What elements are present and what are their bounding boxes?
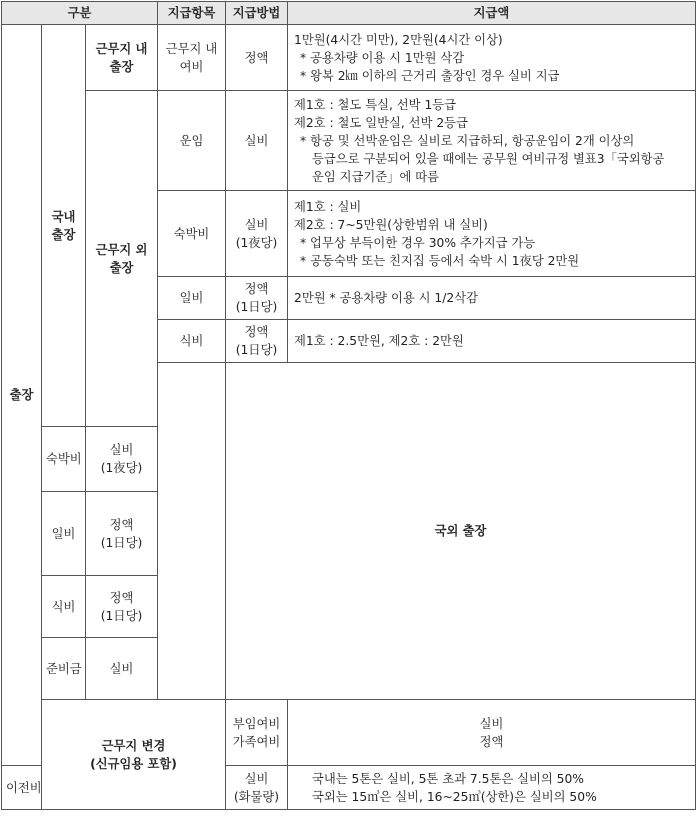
- label-line: 정액: [244, 282, 269, 296]
- label-line: 정액: [244, 50, 269, 65]
- label-line: 일비: [179, 291, 204, 305]
- category-domestic: [42, 25, 86, 427]
- label-line: 근무지 외: [95, 242, 148, 257]
- label-line: 실비: [479, 716, 504, 731]
- label-line: 실비: [244, 217, 269, 232]
- label-line: (1日당): [235, 300, 278, 314]
- label-line: 근무지 내: [95, 41, 148, 56]
- header-category: 구분: [2, 2, 158, 25]
- label-line: (화물량): [233, 789, 280, 804]
- label-line: 숙박비: [46, 452, 82, 466]
- amount-cell: [288, 191, 696, 277]
- label-line: 가족여비: [232, 734, 281, 749]
- label-line: 일비: [51, 526, 76, 541]
- item-cell: [158, 191, 226, 277]
- label-line: 준비금: [46, 661, 82, 676]
- label-line: 정액: [109, 590, 134, 605]
- amount-line: 제2호 : 철도 일반실, 선박 2등급: [294, 115, 468, 130]
- amount-line: * 항공 및 선박운임은 실비로 지급하되, 항공운임이 2개 이상의: [300, 133, 635, 148]
- label-line: 실비: [109, 661, 134, 676]
- category-workplace-change: [42, 700, 226, 810]
- header-method: 지급방법: [226, 2, 288, 25]
- category-left-blank: [158, 363, 226, 700]
- label-line: (1日당): [100, 608, 143, 623]
- label-line: 정액: [109, 517, 134, 532]
- label-line: 출장: [109, 59, 134, 74]
- amount-line: 제1호 : 철도 특실, 선박 1등급: [294, 97, 457, 112]
- amount-line: 등급으로 구분되어 있을 때에는 공무원 여비규정 별표3「국외항공: [312, 151, 665, 166]
- label-line: 실비: [244, 771, 269, 786]
- table-row: [2, 25, 696, 91]
- header-item: 지급항목: [158, 2, 226, 25]
- label-line: (1夜당): [235, 235, 278, 250]
- amount-cell: [288, 277, 696, 320]
- amount-line: 운임 지급기준」에 따름: [312, 169, 440, 184]
- amount-line: * 업무상 부득이한 경우 30% 추가지급 가능: [300, 235, 536, 250]
- label-line: (1夜당): [100, 461, 143, 475]
- amount-line: 제2호 : 7~5만원(상한범위 내 실비): [294, 217, 488, 232]
- label-line: 부임여비: [232, 716, 281, 731]
- item-cell: [42, 576, 86, 638]
- method-cell: [86, 427, 158, 492]
- item-cell: [42, 638, 86, 700]
- method-cell: [86, 638, 158, 700]
- header-amount: 지급액: [288, 2, 696, 25]
- label-line: (1日당): [235, 343, 278, 357]
- travel-expense-table: [1, 1, 696, 810]
- item-cell: [158, 91, 226, 191]
- method-cell: [226, 277, 288, 320]
- label-line: 실비: [244, 133, 269, 148]
- amount-line: * 공동숙박 또는 친지집 등에서 숙박 시 1夜당 2만원: [300, 253, 580, 268]
- amount-cell: [288, 91, 696, 191]
- item-cell: [2, 766, 42, 810]
- amount-cell: [288, 25, 696, 91]
- label-line: (1日당): [100, 535, 143, 550]
- label-line: 근무지 내: [165, 41, 218, 56]
- category-inner-workplace: [86, 25, 158, 91]
- amount-line: 제1호 : 2.5만원, 제2호 : 2만원: [294, 334, 464, 348]
- label-line: 국내: [51, 209, 76, 224]
- label-line: (신규임용 포함): [90, 756, 177, 771]
- amount-line: 1만원(4시간 미만), 2만원(4시간 이상): [294, 32, 503, 47]
- item-cell: [42, 427, 86, 492]
- category-overseas: 국외 출장: [226, 363, 696, 700]
- label-line: 숙박비: [173, 226, 210, 241]
- item-cell: [158, 320, 226, 363]
- method-cell: [226, 320, 288, 363]
- label-line: 식비: [179, 334, 204, 348]
- item-cell: [158, 25, 226, 91]
- method-cell: [86, 576, 158, 638]
- label-line: 정액: [479, 734, 504, 749]
- amount-line: 제1호 : 실비: [294, 199, 362, 214]
- label-line: 식비: [51, 599, 76, 614]
- amount-line: 국외는 15㎥은 실비, 16~25㎥(상한)은 실비의 50%: [312, 789, 597, 804]
- label-line: 정액: [244, 325, 269, 339]
- amount-cell: [288, 766, 696, 810]
- item-cell: [42, 492, 86, 576]
- item-cell: [158, 277, 226, 320]
- label-line: 출장: [51, 227, 76, 242]
- method-cell: [226, 766, 288, 810]
- category-outer-workplace: [86, 91, 158, 427]
- method-cell: [226, 25, 288, 91]
- amount-line: 2만원 * 공용차량 이용 시 1/2삭감: [294, 291, 478, 305]
- amount-line: 국내는 5톤은 실비, 5톤 초과 7.5톤은 실비의 50%: [312, 771, 584, 786]
- method-cell: [288, 700, 696, 766]
- method-cell: [226, 91, 288, 191]
- label-line: 여비: [179, 59, 204, 74]
- amount-cell: [288, 320, 696, 363]
- item-cell: [226, 700, 288, 766]
- table-row: [2, 91, 696, 191]
- amount-line: * 공용차량 이용 시 1만원 삭감: [300, 50, 465, 65]
- category-travel: 출장: [2, 25, 42, 766]
- method-cell: [226, 191, 288, 277]
- label-line: 운임: [179, 133, 204, 148]
- header-row: [2, 2, 696, 25]
- label-line: 출장: [109, 260, 134, 275]
- label-line: 이전비: [6, 780, 42, 795]
- label-line: 근무지 변경: [101, 738, 166, 753]
- table-row: [2, 700, 696, 766]
- label-line: 실비: [109, 443, 134, 457]
- amount-line: * 왕복 2㎞ 이하의 근거리 출장인 경우 실비 지급: [300, 68, 560, 83]
- method-cell: [86, 492, 158, 576]
